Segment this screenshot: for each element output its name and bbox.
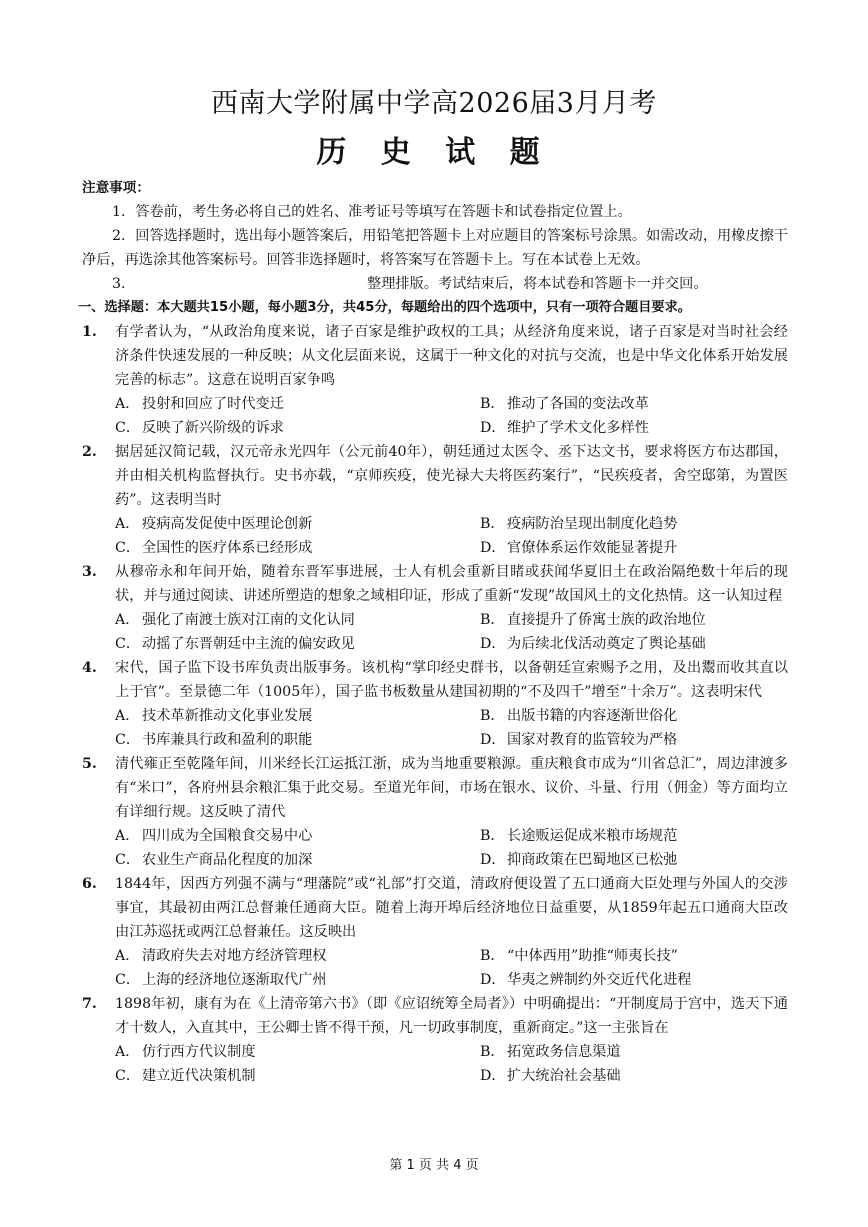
exam-body — [78, 176, 788, 1088]
option-d — [480, 728, 821, 752]
option-letter: A． — [115, 396, 140, 412]
option-letter: A． — [115, 1044, 140, 1060]
question-text: 据居延汉简记载，汉元帝永光四年（公元前40年），朝廷通过太医令、丞下达文书，要求将医方布达郡国，并由相关机构监督执行。史书亦载，“京师疾疫，使光禄大夫将医药案行”，“民疾疫者，舍空邸第，为置医药”。这表明当时 — [115, 444, 788, 508]
question-stem — [82, 560, 788, 608]
option-letter: B． — [480, 612, 505, 628]
exam-title: 西南大学附属中学高2026届3月月考 — [211, 88, 657, 119]
option-b — [480, 1040, 821, 1064]
option-text: 出版书籍的内容逐渐世俗化 — [507, 708, 678, 724]
option-d — [480, 848, 821, 872]
option-text: 官僚体系运作效能显著提升 — [507, 540, 678, 556]
question-5 — [82, 752, 788, 872]
question-2 — [82, 440, 788, 560]
option-text: 疫病高发促使中医理论创新 — [142, 516, 313, 532]
question-stem — [82, 992, 788, 1040]
question-4 — [82, 656, 788, 752]
option-letter: A． — [115, 948, 140, 964]
option-text: 抑商政策在巴蜀地区已松弛 — [507, 852, 678, 868]
notice-item-3-text: 整理排版。考试结束后，将本试卷和答题卡一并交回。 — [367, 276, 708, 292]
option-text: 长途贩运促成米粮市场规范 — [507, 828, 678, 844]
option-d — [480, 968, 821, 992]
question-text: 有学者认为，“从政治角度来说，诸子百家是维护政权的工具；从经济角度来说，诸子百家是对当时社会经济条件快速发展的一种反映；从文化层面来说，这属于一种文化的对抗与交流，也是中华文化体系开始发展完善的标志”。这意在说明百家争鸣 — [115, 324, 788, 388]
option-text: 反映了新兴阶级的诉求 — [142, 420, 284, 436]
option-a — [115, 608, 480, 632]
option-grid — [82, 944, 788, 992]
option-b — [480, 392, 821, 416]
question-text: 1898年初，康有为在《上清帝第六书》（即《应诏统筹全局者》）中明确提出：“开制度局于宫中，选天下通才十数人，入直其中，王公卿士皆不得干预，凡一切政事制度，重新商定。”这一主张旨在 — [115, 996, 788, 1036]
option-letter: B． — [480, 396, 505, 412]
question-number: 1. — [82, 324, 97, 340]
question-number: 4. — [82, 660, 97, 676]
option-d — [480, 632, 821, 656]
option-text: 清政府失去对地方经济管理权 — [142, 948, 327, 964]
option-letter: C． — [115, 420, 141, 436]
option-c — [115, 536, 480, 560]
option-text: 投射和回应了时代变迁 — [142, 396, 284, 412]
option-d — [480, 536, 821, 560]
option-letter: D． — [480, 1068, 506, 1084]
option-grid — [82, 392, 788, 440]
option-c — [115, 416, 480, 440]
option-letter: C． — [115, 540, 141, 556]
notice-item-3-number: 3． — [112, 276, 136, 292]
question-stem — [82, 320, 788, 392]
option-text: 建立近代决策机制 — [142, 1068, 256, 1084]
question-stem — [82, 656, 788, 704]
option-text: 国家对教育的监管较为严格 — [507, 732, 678, 748]
subject-title: 历 史 试 题 — [316, 135, 552, 170]
option-text: “中体西用”助推“师夷长技” — [507, 948, 678, 964]
question-stem — [82, 440, 788, 512]
option-a — [115, 824, 480, 848]
question-number: 5. — [82, 756, 97, 772]
question-text: 1844年，因西方列强不满与“理藩院”或“礼部”打交道，清政府便设置了五口通商大臣处理与外国人的交涉事宜，其最初由两江总督兼任通商大臣。随着上海开埠后经济地位日益重要，从1859年起五口通商大臣改由江苏巡抚或两江总督兼任。这反映出 — [115, 876, 788, 940]
option-grid — [82, 512, 788, 560]
option-text: 仿行西方代议制度 — [142, 1044, 256, 1060]
question-number: 6. — [82, 876, 97, 892]
question-text: 从穆帝永和年间开始，随着东晋军事进展，士人有机会重新目睹或获闻华夏旧土在政治隔绝数十年后的现状，并与通过阅读、讲述所塑造的想象之域相印证，形成了重新“发现”故国风土的文化热情。这一认知过程 — [115, 564, 788, 604]
notice-heading: 注意事项： — [82, 180, 150, 196]
option-c — [115, 1064, 480, 1088]
question-7 — [82, 992, 788, 1088]
option-text: 动摇了东晋朝廷中主流的偏安政见 — [142, 636, 355, 652]
option-text: 技术革新推动文化事业发展 — [142, 708, 313, 724]
option-text: 强化了南渡士族对江南的文化认同 — [142, 612, 355, 628]
option-a — [115, 704, 480, 728]
option-b — [480, 824, 821, 848]
option-text: 书库兼具行政和盈利的职能 — [142, 732, 313, 748]
option-grid — [82, 824, 788, 872]
option-b — [480, 512, 821, 536]
question-6 — [82, 872, 788, 992]
option-letter: D． — [480, 972, 506, 988]
question-number: 2. — [82, 444, 97, 460]
option-c — [115, 968, 480, 992]
option-letter: C． — [115, 972, 141, 988]
option-letter: C． — [115, 1068, 141, 1084]
option-letter: B． — [480, 828, 505, 844]
question-list — [82, 320, 788, 1088]
option-text: 上海的经济地位逐渐取代广州 — [142, 972, 327, 988]
option-text: 维护了学术文化多样性 — [507, 420, 649, 436]
option-d — [480, 416, 821, 440]
option-text: 扩大统治社会基础 — [507, 1068, 621, 1084]
option-text: 四川成为全国粮食交易中心 — [142, 828, 313, 844]
option-letter: C． — [115, 636, 141, 652]
question-3 — [82, 560, 788, 656]
question-stem — [82, 752, 788, 824]
option-c — [115, 632, 480, 656]
page-footer: 第 1 页 共 4 页 — [389, 1158, 479, 1173]
option-text: 推动了各国的变法改革 — [507, 396, 649, 412]
option-a — [115, 1040, 480, 1064]
question-number: 3. — [82, 564, 97, 580]
option-text: 直接提升了侨寓士族的政治地位 — [507, 612, 706, 628]
option-text: 全国性的医疗体系已经形成 — [142, 540, 313, 556]
notice-item-3 — [82, 272, 788, 296]
section-heading: 一、选择题：本大题共15小题，每小题3分，共45分，每题给出的四个选项中，只有一项符合题目要求。 — [78, 300, 691, 315]
option-letter: A． — [115, 516, 140, 532]
option-letter: D． — [480, 732, 506, 748]
option-letter: B． — [480, 1044, 505, 1060]
option-b — [480, 944, 821, 968]
option-text: 华夷之辨制约外交近代化进程 — [507, 972, 692, 988]
option-letter: D． — [480, 852, 506, 868]
option-letter: C． — [115, 732, 141, 748]
option-c — [115, 848, 480, 872]
question-text: 宋代，国子监下设书库负责出版事务。该机构“掌印经史群书，以备朝廷宣索赐予之用，及出鬻而收其直以上于官”。至景德二年（1005年），国子监书板数量从建国初期的“不及四千”增至“十余万”。这表明宋代 — [115, 660, 788, 700]
notice-item-1: 1．答卷前，考生务必将自己的姓名、准考证号等填写在答题卡和试卷指定位置上。 — [112, 204, 632, 220]
option-a — [115, 944, 480, 968]
option-letter: D． — [480, 636, 506, 652]
question-number: 7. — [82, 996, 97, 1012]
option-letter: B． — [480, 708, 505, 724]
option-grid — [82, 608, 788, 656]
option-text: 农业生产商品化程度的加深 — [142, 852, 313, 868]
question-1 — [82, 320, 788, 440]
question-stem — [82, 872, 788, 944]
option-letter: D． — [480, 420, 506, 436]
question-text: 清代雍正至乾隆年间，川米经长江运抵江浙，成为当地重要粮源。重庆粮食市成为“川省总汇”，周边津渡多有“米口”，各府州县余粮汇集于此交易。至道光年间，市场在银水、议价、斗量、行用（佣金）等方面均立有详细行规。这反映了清代 — [115, 756, 788, 820]
option-text: 为后续北伐活动奠定了舆论基础 — [507, 636, 706, 652]
option-letter: B． — [480, 516, 505, 532]
option-b — [480, 608, 821, 632]
option-letter: A． — [115, 612, 140, 628]
option-letter: B． — [480, 948, 505, 964]
option-letter: A． — [115, 828, 140, 844]
option-grid — [82, 704, 788, 752]
option-b — [480, 704, 821, 728]
option-letter: A． — [115, 708, 140, 724]
option-a — [115, 512, 480, 536]
option-letter: D． — [480, 540, 506, 556]
notice-item-2: 2．回答选择题时，选出每小题答案后，用铅笔把答题卡上对应题目的答案标号涂黑。如需改动，用橡皮擦干净后，再选涂其他答案标号。回答非选择题时，将答案写在答题卡上。写在本试卷上无效。 — [82, 228, 788, 268]
option-text: 疫病防治呈现出制度化趋势 — [507, 516, 678, 532]
option-text: 拓宽政务信息渠道 — [507, 1044, 621, 1060]
option-d — [480, 1064, 821, 1088]
option-a — [115, 392, 480, 416]
option-letter: C． — [115, 852, 141, 868]
option-c — [115, 728, 480, 752]
option-grid — [82, 1040, 788, 1088]
